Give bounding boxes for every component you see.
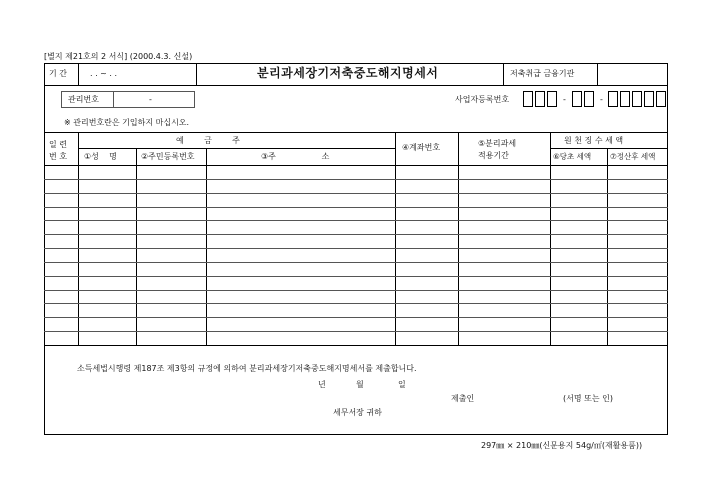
table-row (44, 331, 668, 332)
addressee: 세무서장 귀하 (333, 408, 382, 417)
table-row (44, 303, 668, 304)
institution-field[interactable] (605, 70, 663, 80)
biz-reg-label: 사업자등록번호 (455, 95, 510, 104)
table-row (44, 290, 668, 291)
institution-label: 저축취급 금융기관 (510, 69, 575, 78)
biz-reg-dash: - (600, 95, 603, 104)
table-row (44, 248, 668, 249)
col-serial: 일 련 번 호 (49, 140, 67, 161)
table-row (44, 276, 668, 277)
col-settled-tax: ⑦정산후 세액 (610, 152, 656, 161)
signature-label: (서명 또는 인) (563, 394, 613, 403)
biz-reg-digit[interactable] (523, 91, 533, 107)
col-depositor: 예 금 주 (176, 136, 240, 145)
col-name: ①성 명 (84, 152, 117, 161)
statement: 소득세법시행령 제187조 제3항의 규정에 의하여 분리과세장기저축중도해지명세서를 제출합니다. (77, 364, 417, 373)
date-year: 년 (318, 380, 326, 389)
biz-reg-digit[interactable] (620, 91, 630, 107)
divider (44, 85, 668, 86)
form-number-note: [별지 제21호의 2 서식] (2000.4.3. 신설) (44, 52, 193, 61)
col-initial-tax: ⑥당초 세액 (553, 152, 592, 161)
table-row (44, 262, 668, 263)
table-row (44, 193, 668, 194)
col-address: ③주 소 (261, 152, 330, 161)
biz-reg-digit[interactable] (535, 91, 545, 107)
biz-reg-digit[interactable] (608, 91, 618, 107)
col-withholding: 원 천 징 수 세 액 (564, 136, 624, 145)
col-period: ⑤분리과세 적용기간 (478, 139, 517, 160)
paper-spec: 297㎜ × 210㎜(신문용지 54g/㎡(재활용품)) (481, 441, 643, 450)
submitter-label: 제출인 (451, 394, 475, 403)
biz-reg-digit[interactable] (632, 91, 642, 107)
biz-reg-dash: - (563, 95, 566, 104)
period-value[interactable]: . . ~ . . (90, 69, 118, 78)
table-row (44, 220, 668, 221)
form-title: 분리과세장기저축중도해지명세서 (257, 66, 439, 80)
biz-reg-digit[interactable] (656, 91, 666, 107)
table-row (44, 179, 668, 180)
table-row (44, 317, 668, 318)
col-resident-no: ②주민등록번호 (141, 152, 195, 161)
mgmt-no-field[interactable]: - (149, 95, 152, 104)
mgmt-no-label: 관리번호 (68, 95, 99, 104)
note-text: ※ 관리번호란은 기입하지 마십시오. (64, 118, 190, 127)
table-row (44, 234, 668, 235)
period-label: 기 간 (49, 69, 67, 78)
biz-reg-digit[interactable] (572, 91, 582, 107)
biz-reg-digit[interactable] (644, 91, 654, 107)
table-row (44, 207, 668, 208)
date-month: 월 (356, 380, 364, 389)
biz-reg-digit[interactable] (584, 91, 594, 107)
date-day: 일 (398, 380, 406, 389)
biz-reg-digit[interactable] (547, 91, 557, 107)
col-account: ④계좌번호 (402, 143, 441, 152)
